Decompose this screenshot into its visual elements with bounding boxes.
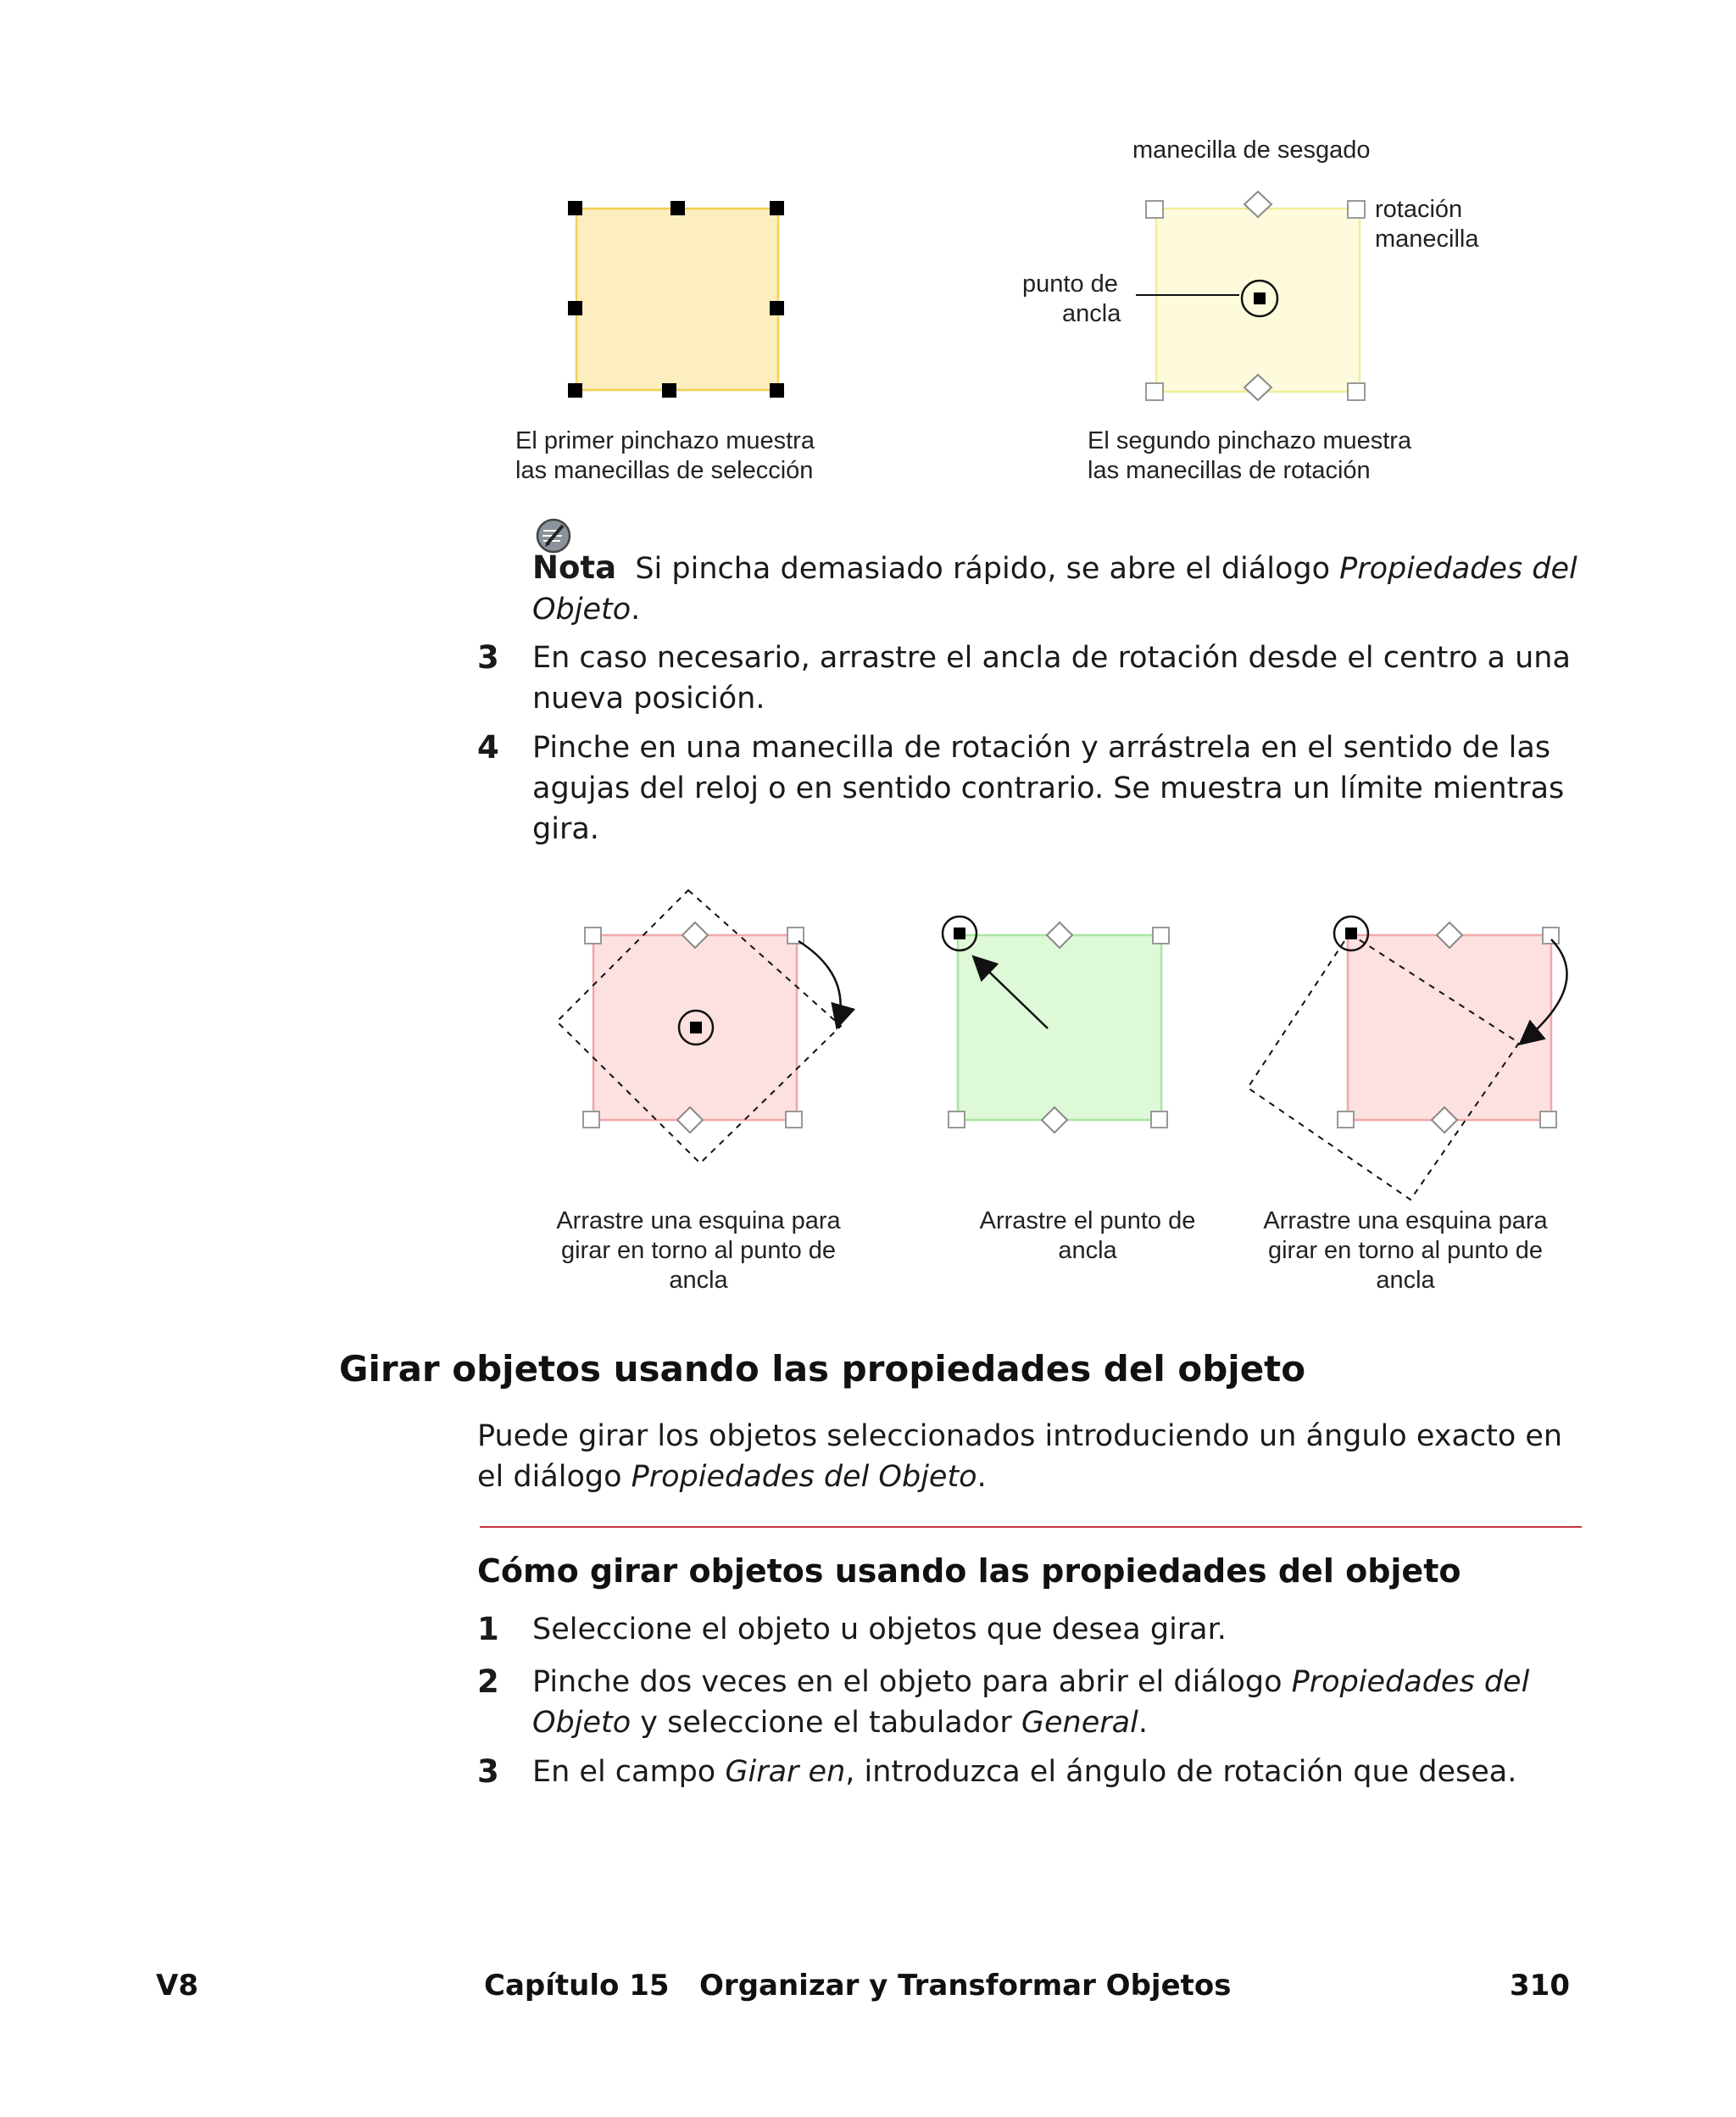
caption-first-click: El primer pinchazo muestra las manecillas de selección xyxy=(515,427,815,484)
step-number: 1 xyxy=(477,1611,499,1647)
footer-page-number: 310 xyxy=(1510,1969,1570,2003)
step2-text-mid: y seleccione el tabulador xyxy=(631,1706,1021,1740)
step-text xyxy=(532,1752,1600,1792)
caption-drag-corner-2: Arrastre una esquina para girar en torno al punto de ancla xyxy=(1263,1207,1548,1294)
step-number: 3 xyxy=(477,639,499,676)
caption-drag-corner: Arrastre una esquina para girar en torno al punto de ancla xyxy=(556,1207,841,1294)
step-text: Pinche en una manecilla de rotación y arrástrela en el sentido de las agujas del reloj o en sentido contrario. Se muestra un límite mientras gira. xyxy=(532,731,1565,846)
intro-italic: Propiedades del Objeto xyxy=(631,1460,977,1494)
selected-rectangle xyxy=(576,209,778,390)
footer-chapter: Capítulo 15 Organizar y Transformar Objetos xyxy=(484,1969,1232,2003)
step3-italic: Girar en xyxy=(725,1755,846,1789)
section-intro xyxy=(477,1416,1588,1497)
note-paragraph xyxy=(532,548,1583,630)
label-anchor-2: ancla xyxy=(1062,300,1121,327)
footer-version: V8 xyxy=(156,1969,198,2003)
step2-italic-tab: General xyxy=(1021,1706,1138,1740)
step3-text-after: , introduzca el ángulo de rotación que desea. xyxy=(845,1755,1517,1789)
caption-drag-anchor: Arrastre el punto de ancla xyxy=(979,1207,1196,1264)
note-text: Si pincha demasiado rápido, se abre el diálogo xyxy=(635,552,1340,586)
panel-rotate-around-corner-anchor xyxy=(1248,916,1567,1200)
label-rotation-2: manecilla xyxy=(1375,226,1479,253)
step-text: Seleccione el objeto u objetos que desea girar. xyxy=(532,1613,1227,1646)
panel-drag-anchor xyxy=(943,916,1169,1133)
note-text-after: . xyxy=(631,593,641,627)
step-text: En caso necesario, arrastre el ancla de rotación desde el centro a una nueva posición. xyxy=(532,641,1571,716)
caption-second-click: El segundo pinchazo muestra las manecillas de rotación xyxy=(1088,427,1412,484)
label-skew-handle: manecilla de sesgado xyxy=(1132,136,1371,164)
step-number: 2 xyxy=(477,1663,499,1700)
procedure-title: Cómo girar objetos usando las propiedades del objeto xyxy=(477,1552,1461,1590)
step3-text: En el campo xyxy=(532,1755,726,1789)
label-anchor-1: punto de xyxy=(1022,270,1118,298)
figure-rotation-steps xyxy=(0,873,1736,1212)
step-number: 4 xyxy=(477,729,499,766)
label-rotation-1: rotación xyxy=(1375,196,1463,223)
panel-rotate-around-anchor xyxy=(557,890,841,1163)
step-number: 3 xyxy=(477,1753,499,1790)
step-text xyxy=(532,1662,1583,1743)
section-title: Girar objetos usando las propiedades del objeto xyxy=(339,1348,1306,1390)
step2-text: Pinche dos veces en el objeto para abrir el diálogo xyxy=(532,1665,1292,1699)
figure-selection-handles xyxy=(0,0,1736,526)
step2-italic: Propiedades del Objeto xyxy=(532,1665,1530,1740)
section-divider xyxy=(480,1526,1582,1528)
note-italic: Propiedades del Objeto xyxy=(532,552,1577,627)
step2-text-after: . xyxy=(1138,1706,1148,1740)
note-label: Nota xyxy=(532,549,617,586)
intro-text: Puede girar los objetos seleccionados introduciendo un ángulo exacto en el diálogo xyxy=(477,1419,1563,1494)
intro-text-after: . xyxy=(976,1460,987,1494)
